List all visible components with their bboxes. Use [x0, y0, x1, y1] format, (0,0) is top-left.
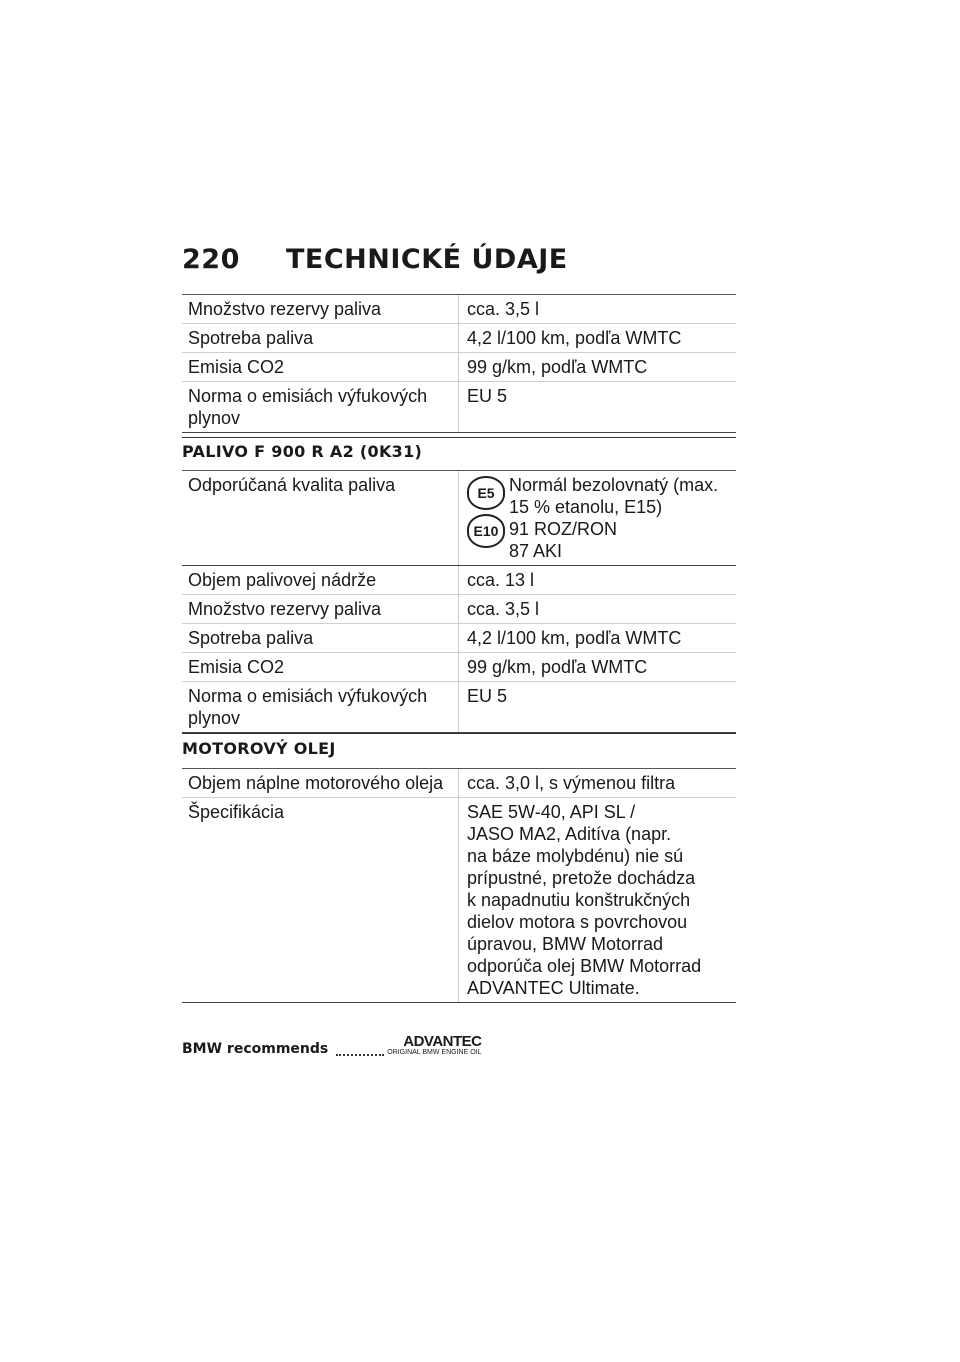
- spec-value: [459, 382, 737, 433]
- spec-value: [459, 624, 737, 653]
- spec-value-line: EU 5: [467, 686, 508, 706]
- spec-value: [459, 295, 737, 324]
- table-row: [182, 295, 736, 324]
- table-row: [182, 566, 736, 595]
- page-header: [182, 244, 568, 275]
- spec-value-line: k napadnutiu konštrukčných: [467, 890, 691, 910]
- spec-value-line: úpravou, BMW Motorrad: [467, 934, 664, 954]
- e5-fuel-icon: E5: [467, 476, 505, 510]
- section3-rule: [182, 733, 736, 734]
- spec-value-line: dielov motora s povrchovou: [467, 912, 688, 932]
- spec-value: [459, 471, 737, 566]
- recommend-label: BMW recommends: [182, 1041, 329, 1057]
- spec-key: Norma o emisiách výfukových plynov: [182, 382, 459, 433]
- logo-dots: [336, 1051, 384, 1056]
- spec-value-line: cca. 3,5 l: [467, 599, 540, 619]
- table-row: [182, 682, 736, 733]
- spec-table-3: [182, 769, 736, 1003]
- spec-value-line: 99 g/km, podľa WMTC: [467, 657, 648, 677]
- spec-value: [459, 324, 737, 353]
- spec-value: [459, 769, 737, 798]
- spec-value-line: prípustné, pretože dochádza: [467, 868, 696, 888]
- section2-rule: [182, 437, 736, 438]
- spec-key: Emisia CO2: [182, 653, 459, 682]
- table-row: [182, 769, 736, 798]
- table-row: [182, 353, 736, 382]
- page-number: 220: [182, 244, 240, 275]
- spec-value-line: cca. 13 l: [467, 570, 535, 590]
- spec-key: Odporúčaná kvalita paliva: [182, 471, 459, 566]
- page-title: TECHNICKÉ ÚDAJE: [286, 244, 568, 275]
- advantec-logo: [336, 1034, 481, 1057]
- bmw-recommends: [182, 1034, 482, 1057]
- spec-value-line: 4,2 l/100 km, podľa WMTC: [467, 328, 682, 348]
- spec-value: [459, 798, 737, 1003]
- fuel-line: Normál bezolovnatý (max.: [509, 475, 719, 495]
- spec-value-line: SAE 5W-40, API SL /: [467, 802, 636, 822]
- spec-key: Spotreba paliva: [182, 324, 459, 353]
- spec-key: Objem náplne motorového oleja: [182, 769, 459, 798]
- table-row: [182, 595, 736, 624]
- spec-key: Norma o emisiách výfukových plynov: [182, 682, 459, 733]
- spec-value: [459, 566, 737, 595]
- spec-table-1: [182, 295, 736, 433]
- spec-value-line: JASO MA2, Aditíva (napr.: [467, 824, 672, 844]
- advantec-logo-subtext: ORIGINAL BMW ENGINE OIL: [387, 1049, 482, 1056]
- e10-fuel-icon: E10: [467, 514, 505, 548]
- spec-value-line: ADVANTEC Ultimate.: [467, 978, 640, 998]
- spec-key: Objem palivovej nádrže: [182, 566, 459, 595]
- fuel-line: 15 % etanolu, E15): [509, 497, 663, 517]
- spec-key: Množstvo rezervy paliva: [182, 295, 459, 324]
- table-row: [182, 653, 736, 682]
- spec-value: [459, 653, 737, 682]
- spec-value: [459, 353, 737, 382]
- section-title-oil: MOTOROVÝ OLEJ: [182, 739, 336, 758]
- table-row: [182, 382, 736, 433]
- spec-value-line: cca. 3,0 l, s výmenou filtra: [467, 773, 676, 793]
- fuel-line: 91 ROZ/RON: [509, 519, 618, 539]
- fuel-line: 87 AKI: [509, 541, 563, 561]
- table-row: [182, 471, 736, 566]
- table-row: [182, 624, 736, 653]
- table-row: [182, 798, 736, 1003]
- spec-value: [459, 682, 737, 733]
- spec-value: [459, 595, 737, 624]
- spec-key: Emisia CO2: [182, 353, 459, 382]
- spec-value-line: odporúča olej BMW Motorrad: [467, 956, 702, 976]
- table-row: [182, 324, 736, 353]
- advantec-logo-text: ADVANTEC: [403, 1033, 482, 1050]
- spec-key: Spotreba paliva: [182, 624, 459, 653]
- section-title-fuel: PALIVO F 900 R A2 (0K31): [182, 442, 423, 461]
- spec-value-line: EU 5: [467, 386, 508, 406]
- spec-value-line: na báze molybdénu) nie sú: [467, 846, 684, 866]
- spec-value-line: 4,2 l/100 km, podľa WMTC: [467, 628, 682, 648]
- spec-value-line: cca. 3,5 l: [467, 299, 540, 319]
- spec-key: Množstvo rezervy paliva: [182, 595, 459, 624]
- spec-key: Špecifikácia: [182, 798, 459, 1003]
- spec-value-line: 99 g/km, podľa WMTC: [467, 357, 648, 377]
- spec-table-2: [182, 471, 736, 733]
